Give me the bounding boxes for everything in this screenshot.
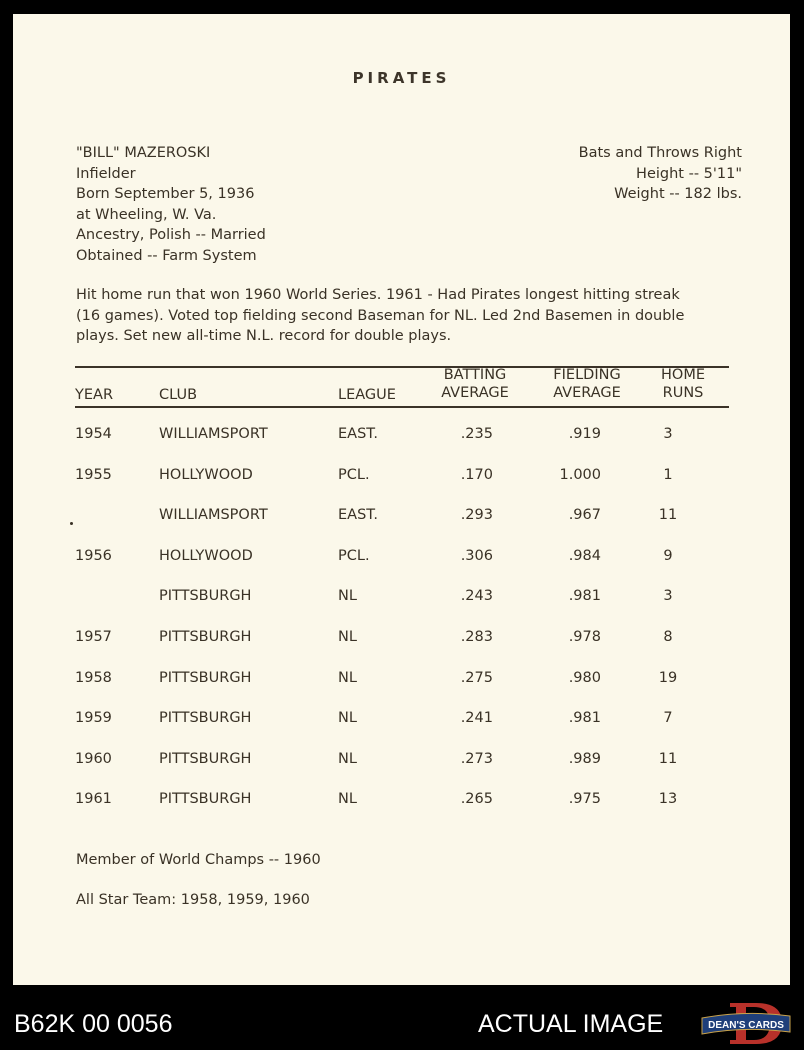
cell-year: 1958	[75, 669, 112, 686]
cell-year: 1954	[75, 426, 112, 442]
cell-league: NL	[338, 669, 357, 686]
header-league: LEAGUE	[338, 387, 396, 403]
table-row	[13, 710, 790, 730]
summary-line: Hit home run that won 1960 World Series. 1961 - Had Pirates longest hitting streak	[76, 287, 680, 303]
player-birthdate: Born September 5, 1936	[76, 186, 255, 202]
cell-league: NL	[338, 791, 357, 808]
table-row	[13, 467, 790, 487]
cell-batting-average: .235	[460, 426, 493, 442]
cell-year: 1959	[75, 710, 112, 727]
cell-fielding-average: .984	[568, 547, 601, 564]
header-home-line1: HOME	[661, 367, 705, 383]
cell-fielding-average: .975	[568, 791, 601, 808]
cell-home-runs: 1	[663, 466, 673, 483]
cell-fielding-average: .980	[568, 669, 601, 686]
logo-text: DEAN'S CARDS	[708, 1020, 784, 1031]
player-position: Infielder	[76, 165, 136, 182]
item-code: B62K 00 0056	[14, 1010, 173, 1038]
cell-batting-average: .243	[460, 588, 493, 605]
cell-league: NL	[338, 750, 357, 767]
cell-home-runs: 3	[663, 588, 673, 605]
cell-home-runs: 9	[663, 547, 673, 564]
header-home-runs	[653, 366, 713, 402]
table-row	[13, 588, 790, 608]
cell-year: 1961	[75, 791, 112, 808]
header-home-line2: RUNS	[662, 385, 704, 401]
cell-league: NL	[338, 710, 357, 727]
cell-year: 1955	[75, 466, 112, 483]
career-summary	[76, 285, 746, 347]
player-bio	[76, 143, 266, 266]
cell-club: HOLLYWOOD	[159, 466, 253, 483]
header-fielding-line2: AVERAGE	[553, 385, 621, 401]
player-birthplace: at Wheeling, W. Va.	[76, 206, 217, 223]
bats-throws: Bats and Throws Right	[578, 145, 742, 161]
cell-home-runs: 11	[658, 507, 678, 524]
player-ancestry: Ancestry, Polish -- Married	[76, 227, 266, 243]
cell-fielding-average: .989	[568, 750, 601, 767]
weight: Weight -- 182 lbs.	[614, 186, 742, 202]
header-club: CLUB	[159, 387, 198, 403]
summary-line: plays. Set new all-time N.L. record for double plays.	[76, 328, 452, 344]
table-row	[13, 791, 790, 811]
cell-league: NL	[338, 588, 357, 605]
header-batting-line2: AVERAGE	[441, 385, 509, 401]
cell-club: PITTSBURGH	[159, 669, 252, 686]
all-star-note: All Star Team: 1958, 1959, 1960	[76, 892, 310, 908]
header-batting	[433, 366, 517, 402]
summary-line: (16 games). Voted top fielding second Baseman for NL. Led 2nd Basemen in double	[76, 307, 685, 324]
cell-fielding-average: .981	[568, 588, 601, 605]
cell-fielding-average: .978	[568, 629, 601, 645]
cell-league: PCL.	[338, 547, 370, 564]
cell-year: 1957	[75, 629, 112, 645]
table-row	[13, 751, 790, 771]
header-batting-line1: BATTING	[443, 367, 507, 383]
cell-batting-average: .273	[460, 750, 493, 767]
table-bottom-rule	[75, 406, 729, 408]
cell-club: PITTSBURGH	[159, 629, 252, 645]
cell-year: 1956	[75, 547, 112, 564]
cell-club: PITTSBURGH	[159, 710, 252, 727]
table-row	[13, 426, 790, 446]
header-fielding-line1: FIELDING	[553, 367, 621, 383]
deans-cards-logo	[700, 1000, 792, 1046]
cell-fielding-average: .981	[568, 710, 601, 727]
player-name: "BILL" MAZEROSKI	[76, 145, 211, 161]
cell-home-runs: 3	[663, 426, 673, 442]
cell-fielding-average: 1.000	[559, 466, 601, 483]
cell-home-runs: 19	[658, 669, 678, 686]
cell-home-runs: 8	[663, 629, 673, 645]
table-row	[13, 507, 790, 527]
cell-batting-average: .265	[460, 791, 493, 808]
cell-home-runs: 11	[658, 750, 678, 767]
world-champs-note: Member of World Champs -- 1960	[76, 852, 321, 868]
team-title: PIRATES	[352, 69, 451, 87]
table-row	[13, 548, 790, 568]
cell-home-runs: 7	[663, 710, 673, 727]
cell-home-runs: 13	[658, 791, 678, 808]
cell-fielding-average: .967	[568, 507, 601, 524]
cell-club: HOLLYWOOD	[159, 547, 253, 564]
cell-batting-average: .293	[460, 507, 493, 524]
cell-club: PITTSBURGH	[159, 588, 252, 605]
cell-league: NL	[338, 629, 357, 645]
cell-batting-average: .283	[460, 629, 493, 645]
cell-fielding-average: .919	[568, 426, 601, 442]
height: Height -- 5'11"	[636, 165, 742, 182]
cell-league: EAST.	[338, 507, 379, 524]
header-fielding	[543, 366, 631, 402]
actual-image-label: ACTUAL IMAGE	[478, 1010, 664, 1038]
baseball-card-back	[13, 14, 790, 985]
cell-club: PITTSBURGH	[159, 750, 252, 767]
table-row	[13, 670, 790, 690]
cell-club: WILLIAMSPORT	[159, 507, 268, 524]
cell-batting-average: .275	[460, 669, 493, 686]
table-row	[13, 629, 790, 649]
cell-year: 1960	[75, 750, 112, 767]
cell-league: PCL.	[338, 466, 370, 483]
player-physical	[579, 143, 742, 205]
cell-batting-average: .306	[460, 547, 493, 564]
cell-league: EAST.	[338, 426, 379, 442]
cell-club: WILLIAMSPORT	[159, 426, 268, 442]
cell-batting-average: .241	[460, 710, 493, 727]
cell-club: PITTSBURGH	[159, 791, 252, 808]
cell-batting-average: .170	[460, 466, 493, 483]
header-year: YEAR	[75, 387, 114, 403]
player-obtained: Obtained -- Farm System	[76, 247, 257, 264]
